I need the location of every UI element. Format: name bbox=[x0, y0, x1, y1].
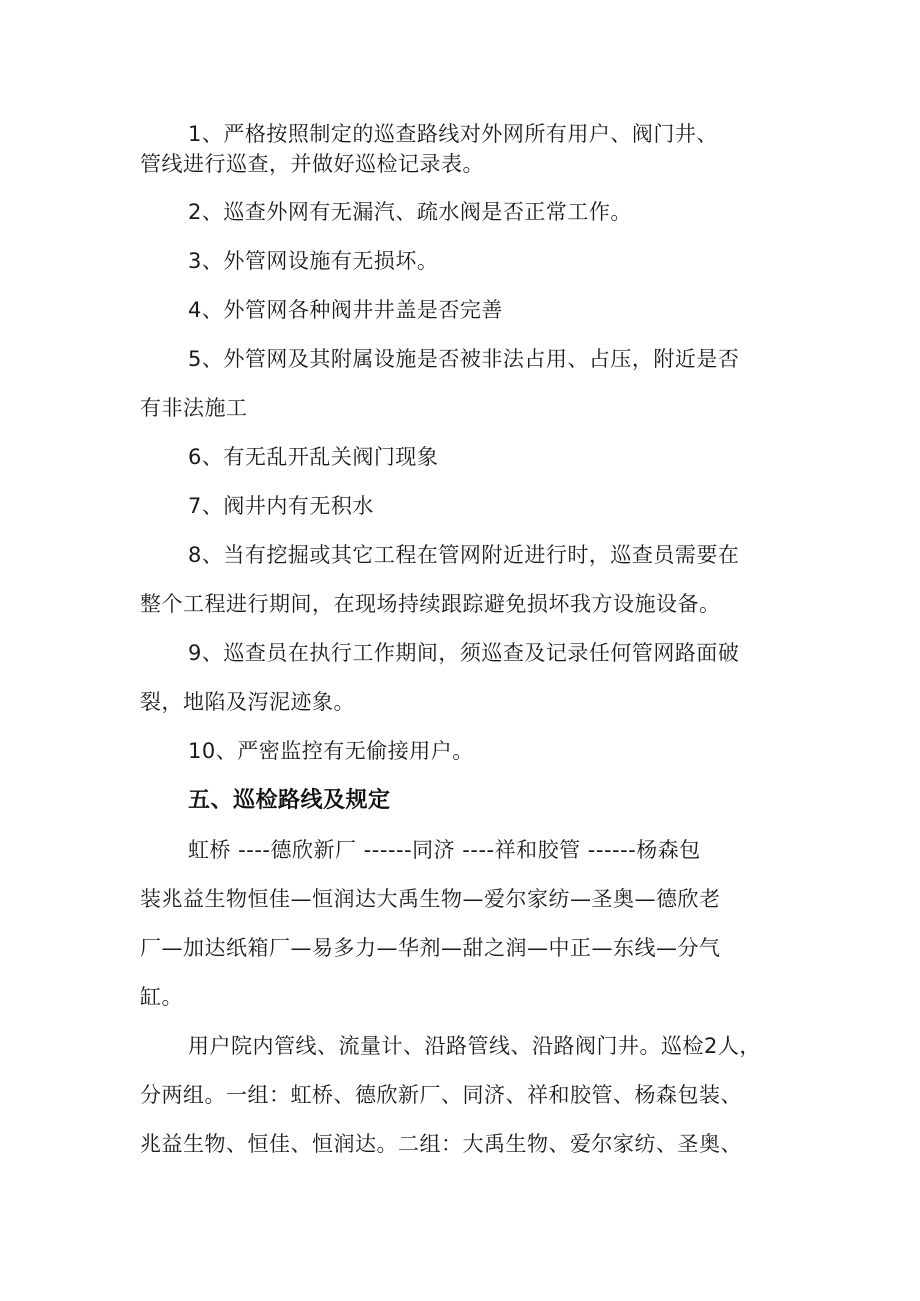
item-9-line-1: 9、巡查员在执行工作期间，须巡查及记录任何管网路面破 bbox=[188, 641, 740, 665]
rule-line-2: 分两组。一组：虹桥、德欣新厂、同济、祥和胶管、杨森包装、 bbox=[140, 1083, 742, 1107]
item-8-line-1: 8、当有挖掘或其它工程在管网附近进行时，巡查员需要在 bbox=[188, 543, 740, 567]
route-line-4: 缸。 bbox=[140, 985, 183, 1009]
item-1-line-1: 1、严格按照制定的巡查路线对外网所有用户、阀门井、 bbox=[188, 122, 718, 146]
item-3: 3、外管网设施有无损坏。 bbox=[188, 249, 439, 273]
section-heading: 五、巡检路线及规定 bbox=[188, 788, 391, 813]
item-10: 10、严密监控有无偷接用户。 bbox=[188, 739, 474, 763]
item-5-line-1: 5、外管网及其附属设施是否被非法占用、占压，附近是否 bbox=[188, 347, 740, 371]
item-2: 2、巡查外网有无漏汽、疏水阀是否正常工作。 bbox=[188, 200, 632, 224]
rule-line-1: 用户院内管线、流量计、沿路管线、沿路阀门井。巡检2人， bbox=[188, 1034, 761, 1058]
item-6: 6、有无乱开乱关阀门现象 bbox=[188, 445, 439, 469]
item-5-line-2: 有非法施工 bbox=[140, 396, 248, 420]
route-line-1: 虹桥 ----德欣新厂 ------同济 ----祥和胶管 ------杨森包 bbox=[188, 838, 701, 862]
route-line-2: 装兆益生物恒佳—恒润达大禹生物—爱尔家纺—圣奥—德欣老 bbox=[140, 887, 721, 911]
item-9-line-2: 裂，地陷及泻泥迹象。 bbox=[140, 690, 355, 714]
rule-line-3: 兆益生物、恒佳、恒润达。二组：大禹生物、爱尔家纺、圣奥、 bbox=[140, 1132, 742, 1156]
item-7: 7、阀井内有无积水 bbox=[188, 494, 374, 518]
route-line-3: 厂—加达纸箱厂—易多力—华剂—甜之润—中正—东线—分气 bbox=[140, 936, 721, 960]
item-4: 4、外管网各种阀井井盖是否完善 bbox=[188, 298, 503, 322]
item-1-line-2: 管线进行巡查，并做好巡检记录表。 bbox=[140, 152, 484, 176]
item-8-line-2: 整个工程进行期间，在现场持续跟踪避免损坏我方设施设备。 bbox=[140, 592, 721, 616]
